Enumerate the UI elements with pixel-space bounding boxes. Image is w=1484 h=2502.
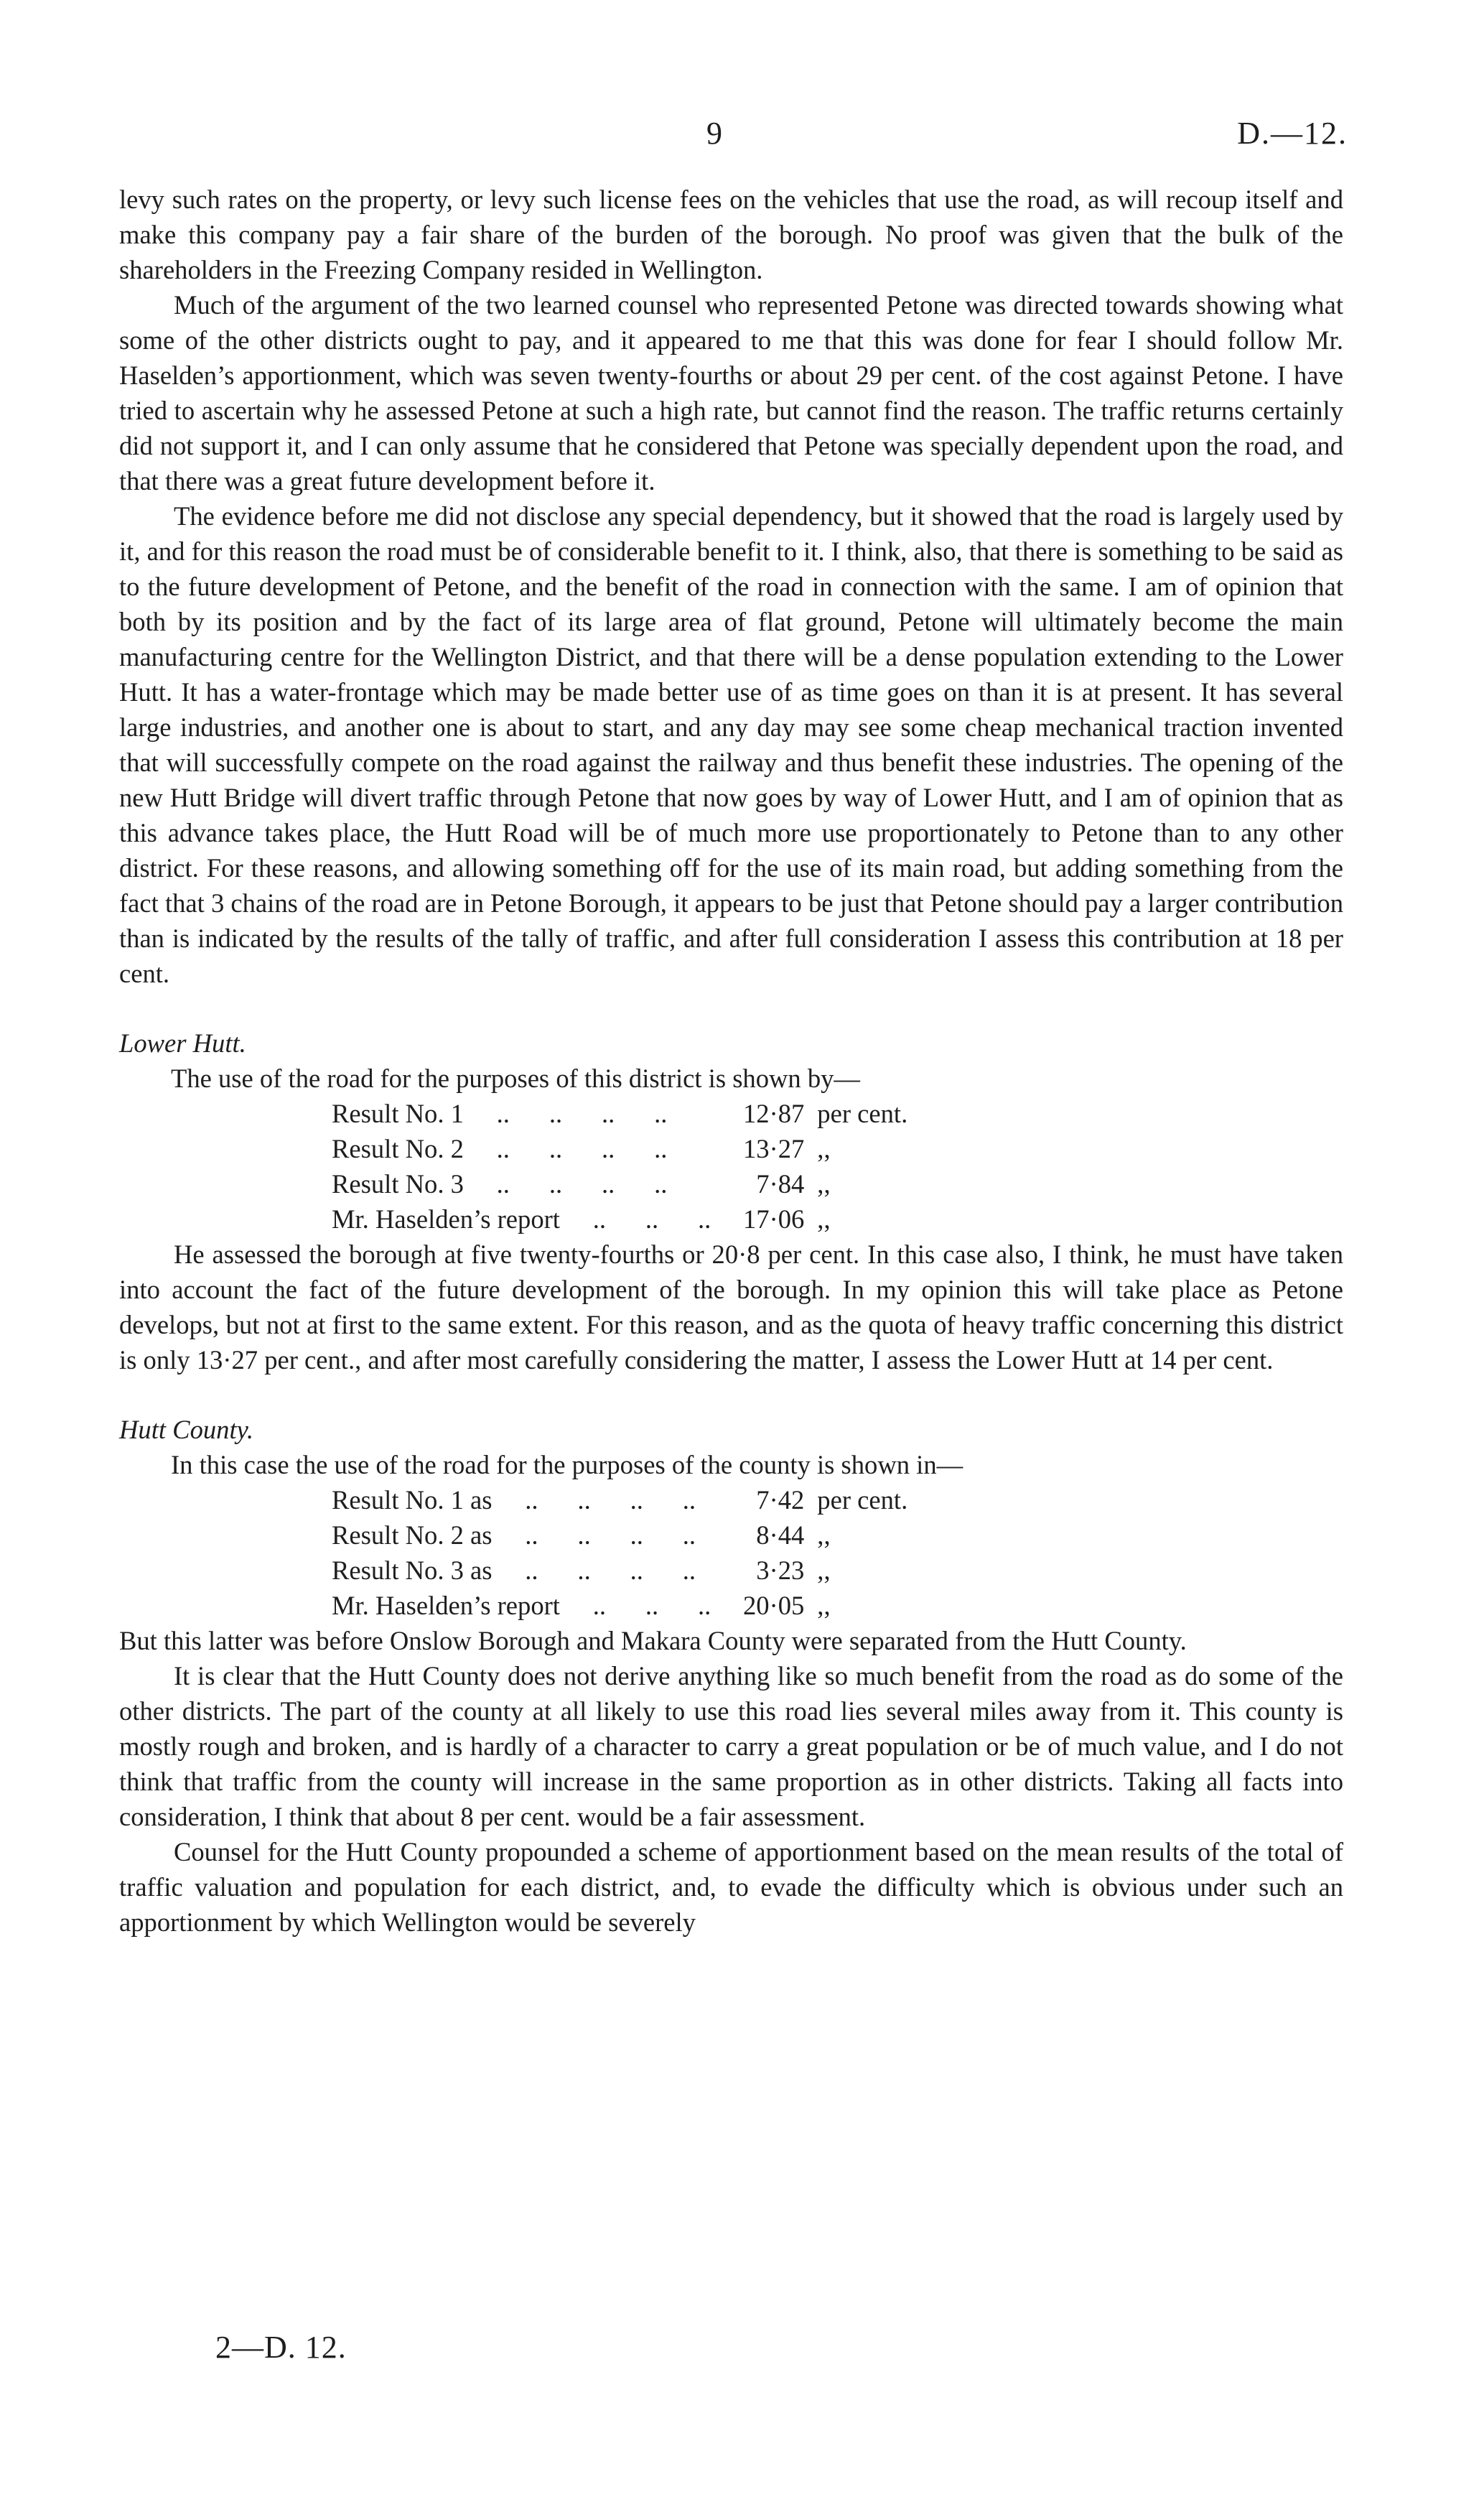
row-label: Result No. 3 .. .. .. .. xyxy=(332,1169,668,1199)
row-unit: ,, xyxy=(817,1555,831,1585)
row-label: Result No. 1 .. .. .. .. xyxy=(332,1099,668,1128)
row-value: 3·23 xyxy=(756,1555,805,1585)
row-value: 7·42 xyxy=(756,1485,805,1515)
paragraph-hutt-county-counsel: Counsel for the Hutt County propounded a scheme of apportionment based on the mean results of the total of traffic valuation and population for each district, and, to evade the difficulty which is obvious under such an apportionment by which Wellington would be severely xyxy=(119,1837,1343,1937)
lower-hutt-intro: The use of the road for the purposes of this district is shown by— xyxy=(171,1064,861,1093)
paragraph-continued: levy such rates on the property, or levy such license fees on the vehicles that use the road, as will recoup itself and make this company pay a fair share of the burden of the borough. No proof was given that the bulk of the shareholders in the Freezing Company resided in Wellington. xyxy=(119,185,1343,284)
table-row xyxy=(332,1166,932,1201)
row-value: 17·06 xyxy=(742,1204,805,1234)
row-value: 12·87 xyxy=(742,1099,805,1128)
table-row xyxy=(332,1517,932,1553)
table-row xyxy=(332,1201,932,1237)
row-unit: ,, xyxy=(817,1591,831,1620)
paragraph-hutt-county-note: But this latter was before Onslow Borough and Makara County were separated from the Hutt County. xyxy=(119,1626,1187,1655)
paragraph-hutt-county-benefit: It is clear that the Hutt County does not derive anything like so much benefit from the road as do some of the other districts. The part of the county at all likely to use this road lies several miles away from it. This county is mostly rough and broken, and is hardly of a character to carry a great population or be of much value, and I do not think that traffic from the county will increase in the same proportion as in other districts. Taking all facts into consideration, I think that about 8 per cent. would be a fair assessment. xyxy=(119,1661,1343,1831)
row-label: Mr. Haselden’s report .. .. .. xyxy=(332,1204,711,1234)
paragraph-petone-argument: Much of the argument of the two learned counsel who represented Petone was directed towards showing what some of the other districts ought to pay, and it appeared to me that this was done for fear I should follow Mr. Haselden’s apportionment, which was seven twenty-fourths or about 29 per cent. of the cost against Petone. I have tried to ascertain why he assessed Petone at such a high rate, but cannot find the reason. The traffic returns certainly did not support it, and I can only assume that he considered that Petone was specially dependent upon the road, and that there was a great future development before it. xyxy=(119,290,1343,496)
row-label: Result No. 2 .. .. .. .. xyxy=(332,1134,668,1163)
row-unit: ,, xyxy=(817,1204,831,1234)
table-row xyxy=(332,1588,932,1623)
row-label: Mr. Haselden’s report .. .. .. xyxy=(332,1591,711,1620)
row-unit: ,, xyxy=(817,1169,831,1199)
row-label: Result No. 3 as .. .. .. .. xyxy=(332,1555,696,1585)
row-unit: per cent. xyxy=(817,1099,908,1128)
hutt-county-intro: In this case the use of the road for the purposes of the county is shown in— xyxy=(171,1450,963,1479)
row-unit: per cent. xyxy=(817,1485,908,1515)
row-value: 8·44 xyxy=(756,1520,805,1550)
document-reference: D.—12. xyxy=(1237,116,1348,151)
row-value: 20·05 xyxy=(742,1591,805,1620)
section-title-hutt-county: Hutt County. xyxy=(119,1415,253,1444)
signature-mark: 2—D. 12. xyxy=(215,2330,347,2365)
table-row xyxy=(332,1131,932,1166)
page-number: 9 xyxy=(706,116,723,151)
hutt-county-results-table xyxy=(332,1482,932,1623)
table-row xyxy=(332,1482,932,1517)
row-unit: ,, xyxy=(817,1134,831,1163)
row-label: Result No. 2 as .. .. .. .. xyxy=(332,1520,696,1550)
row-value: 13·27 xyxy=(742,1134,805,1163)
table-row xyxy=(332,1096,932,1131)
row-unit: ,, xyxy=(817,1520,831,1550)
row-label: Result No. 1 as .. .. .. .. xyxy=(332,1485,696,1515)
document-body xyxy=(119,182,1343,1940)
section-title-lower-hutt: Lower Hutt. xyxy=(119,1028,246,1058)
paragraph-lower-hutt: He assessed the borough at five twenty-fourths or 20·8 per cent. In this case also, I think, he must have taken into account the fact of the future development of the borough. In my opinion this will take place as Petone develops, but not at first to the same extent. For this reason, and as the quota of heavy traffic concerning this district is only 13·27 per cent., and after most carefully considering the matter, I assess the Lower Hutt at 14 per cent. xyxy=(119,1240,1343,1375)
lower-hutt-results-table xyxy=(332,1096,932,1237)
row-value: 7·84 xyxy=(756,1169,805,1199)
paragraph-petone-evidence: The evidence before me did not disclose any special dependency, but it showed that the road is largely used by it, and for this reason the road must be of considerable benefit to it. I think, also, that there is something to be said as to the future development of Petone, and the benefit of the road in connection with the same. I am of opinion that both by its position and by the fact of its large area of flat ground, Petone will ultimately become the main manufacturing centre for the Wellington District, and that there will be a dense population extending to the Lower Hutt. It has a water-frontage which may be made better use of as time goes on than it is at present. It has several large industries, and another one is about to start, and any day may see some cheap mechanical traction invented that will successfully compete on the road against the railway and thus benefit these industries. The opening of the new Hutt Bridge will divert traffic through Petone that now goes by way of Lower Hutt, and I am of opinion that as this advance takes place, the Hutt Road will be of much more use proportionately to Petone than to any other district. For these reasons, and allowing something off for the use of its main road, but adding something from the fact that 3 chains of the road are in Petone Borough, it appears to be just that Petone should pay a larger contribution than is indicated by the results of the tally of traffic, and after full consideration I assess this contribution at 18 per cent. xyxy=(119,501,1343,988)
table-row xyxy=(332,1553,932,1588)
